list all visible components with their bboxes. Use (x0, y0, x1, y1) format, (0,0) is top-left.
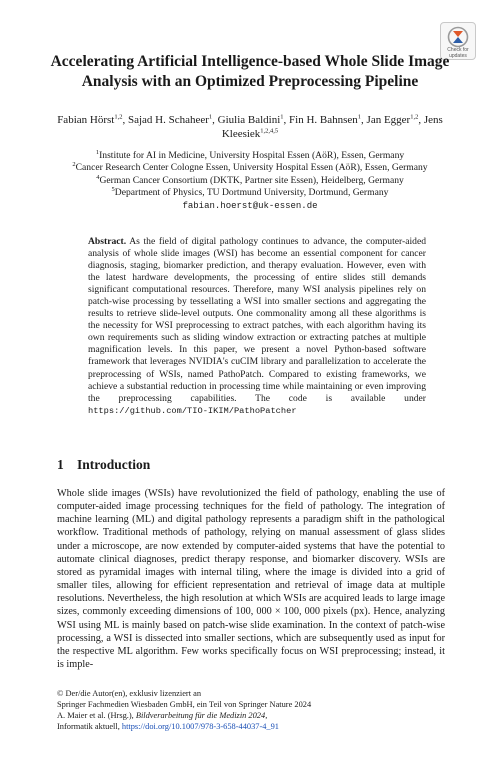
section-number: 1 (57, 457, 64, 472)
author: Jan Egger$^{1,2}$, (366, 113, 424, 126)
section-title: Introduction (77, 457, 151, 472)
author: Fin H. Bahnsen$^1$, (289, 113, 367, 126)
author: Fabian Hörst$^{1,2}$, (57, 113, 128, 126)
paper-title: Accelerating Artificial Intelligence-based Whole Slide Image Analysis with an Optimized Preprocessing Pipeline (50, 53, 450, 90)
doi-link[interactable]: https://doi.org/10.1007/978-3-658-44037-4_91 (121, 722, 279, 731)
affiliation: $^5$Department of Physics, TU Dortmund University, Dortmund, Germany (111, 186, 389, 199)
footer-proceedings-title: Bildverarbeitung für die Medizin 2024 (135, 711, 266, 720)
check-for-updates-label: Check for updates (447, 47, 469, 59)
affiliation: $^1$Institute for AI in Medicine, University Hospital Essen (AöR), Essen, Germany (95, 148, 405, 161)
affiliation: $^2$Cancer Research Center Cologne Essen, University Hospital Essen (AöR), Essen, Germany (72, 161, 428, 174)
author-email[interactable]: fabian.hoerst@uk-essen.de (182, 200, 318, 211)
author: Jens Kleesiek$^{1,2,4,5}$ (221, 114, 443, 140)
author-list (40, 113, 460, 141)
abstract-text: As the field of digital pathology continues to advance, the computer-aided analysis of whole slide images (WSI) has become an essential component for cancer diagnosis, staging, biomarker prediction, and therapy evaluation. However, even with the latest hardware developments, the processing of entire slides still demands significant computational resources. Therefore, many WSI analysis pipelines rely on patch-wise processing by tessellating a WSI into smaller sections and aggregating the results to retrieve slide-level outputs. One commonality among all these algorithms is the necessity for WSI preprocessing to extract patches, with each algorithm having its own requirements such as sliding window extraction or extracting patches at multiple magnification levels. In this paper, we present a novel Python-based software framework that leverages NVIDIA's cuCIM library and parallelization to accelerate the preprocessing of WSIs, named PathoPatch. Compared to existing frameworks, we achieve a substantial reduction in processing time while maintaining or even improving the preprocessing capabilities. The code is available under (88, 236, 426, 404)
footer-series: Informatik aktuell, (57, 722, 122, 731)
footer-editors: A. Maier et al. (Hrsg.), (57, 711, 136, 720)
footer-copyright: © Der/die Autor(en), exklusiv lizenziert an (57, 689, 202, 698)
abstract (88, 236, 426, 417)
introduction-paragraph: Whole slide images (WSIs) have revolutionized the field of pathology, enabling the use of computer-aided image processing techniques for the field of pathology. The integration of machine learning (ML) and digital pathology represents a paradigm shift in the pathological workflow. Traditional methods of pathology, relying on manual assessment of glass slides under a microscope, are now extended by computer-aided systems that have the potential to automate clinical diagnoses, predict therapy response, and biomarker discovery. WSIs are stored as pyramidal images with internal tiling, where the image is divided into a grid of smaller tiles, allowing for efficient representation and retrieval of image data at multiple resolutions. Nevertheless, the high resolution at which WSIs are acquired leads to large image sizes, commonly exceeding dimensions of 100, 000 × 100, 000 pixels (px). Hence, analyzing WSI using ML is mainly based on patch-wise slide examination. In the context of patch-wise processing, a WSI is dissected into smaller sections, which are subsequently used as input for the respective ML algorithm. Few works specifically focus on WSI preprocessing; instead, it is imple- (57, 488, 445, 671)
copyright-footer: © Der/die Autor(en), exklusiv lizenziert an Springer Fachmedien Wiesbaden GmbH, ein Teil von Springer Nature 2024 A. Maier et al. (Hrsg.), Bildverarbeitung für die Medizin 2024, Informatik aktuell, https://doi.org/10.1007/978-3-658-44037-4_91 (57, 689, 312, 731)
footer-publisher: Springer Fachmedien Wiesbaden GmbH, ein Teil von Springer Nature 2024 (57, 700, 312, 709)
author: Sajad H. Schaheer$^1$, (127, 113, 218, 126)
author: Giulia Baldini$^1$, (217, 113, 290, 126)
code-repository-link[interactable]: https://github.com/TIO-IKIM/PathoPatcher (88, 405, 297, 416)
affiliation: $^4$German Cancer Consortium (DKTK, Partner site Essen), Heidelberg, Germany (96, 173, 404, 186)
check-for-updates-icon (447, 26, 469, 48)
affiliations (30, 150, 470, 212)
abstract-label: Abstract. (88, 236, 127, 247)
section-heading (57, 457, 150, 473)
